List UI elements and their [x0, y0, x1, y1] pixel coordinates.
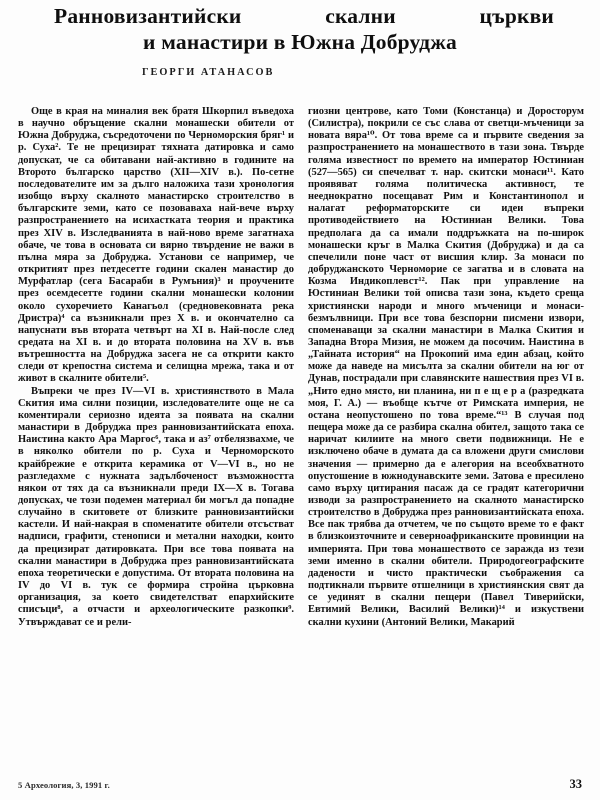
page-number: 33	[569, 777, 582, 791]
body-columns	[18, 106, 584, 629]
left-column	[18, 106, 294, 629]
paragraph: гиозни центрове, като Томи (Констанца) и Доросторум (Силистра), покрили се със слава от светци-мъченици за новата вяра¹⁰. От това време са и първите сведения за разпространението на монашеството в тази зона. Твърде голяма известност по времето на император Юстиниан (527—565) си спечелват т. нар. скитски монаси¹¹. Като проявяват голяма политическа активност, те нееднократно посещават Рим и Константинопол и налагат реформаторските си идеи въпреки противодействието на Юстиниан Велики. Това предполага да са имали поддръжката на по-широк монашески кръг в Малка Скития (Добруджа) и да са спечелили поне част от висшия клир. За монаси по добруджанското Черноморие се загатва и в словата на Козма Индикоплевст¹². Пак при управление на Юстиниан Велики той описва тази зона, където среща християнски народи и много мъченици и монаси-безмълвници. При все това безспорни писмени извори, споменаващи за скални манастири в Малка Скития и Западна Втора Мизия, не можем да посочим. Наистина в „Тайната история“ на Прокопий има един абзац, който може да наведе на мисълта за скални обители на юг от Дунав, пострадали при славянските нашествия през VI в. „Нито едно място, ни планина, ни п е щ е р а (разредката моя, Г. А.) — въобще кътче от Римската империя, не остана неопустошено по това време.“¹³ В случая под пещера може да се разбира скална обител, защото така се наричат килиите на много свети подвижници. Не е изключено обаче в думата да са вложени други смислови значения — примерно да е алегория на всеобхватното опустошение в южнодунавските земи. Затова е пресилено само върху цитирания пасаж да се градят категорични изводи за разпространението на скалното манастирско строителство в Добруджа през ранновизантийската епоха. Все пак трябва да отчетем, че по същото време то е факт в близкоизточните и северноафриканските провинции на империята. При това монашеството се заражда из тези земи именно в скални обители. Природогеографските дадености и чисто практически съображения са подтикнали първите отшелници в християнския свят да се уединят в скални пещери (Павел Тиверийски, Евтимий Велики, Василий Велики)¹⁴ и изкуствени скални кухини (Антоний Велики, Макарий	[308, 106, 584, 628]
right-column	[308, 106, 584, 629]
title-block	[46, 0, 554, 78]
journal-footer: 5 Археология, 3, 1991 г.	[18, 780, 110, 790]
paragraph: Още в края на миналия век братя Шкорпил въведоха в научно обръщение скални монашески обители от Южна Добруджа, съсредоточени по Черноморския бряг¹ и р. Суха². Те не прецизират тяхната датировка и само допускат, че са обитавани най-активно в годините на Второто българско царство (XII—XIV в.). По-сетне последователите им за дълго наложиха тази хронология изобщо върху скалното манастирско строителство в българските земи, като се позоваваха най-вече върху разпространението на исихасткaта теория и практика през XIV в. Изследванията в най-ново време загатнаха обаче, че това в основата си вярно твърдение не важи в пълна мяра за Добруджа. Установи се например, че откритият през петдесетте години скален манастир до Мурфатлар (сега Басараби в Румъния)³ и проучените през осемдесетте години скални монашески колонии около сухоречието Канагьол (средновековната река Дристра)⁴ са възникнали през X в. и окончателно са напуснати във втората четвърт на XI в. Най-после след средата на XI в. и до втората половина на XV в. във вътрешността на Добруджа засега не са открити както следи от крепостна система и селищна мрежа, така и от живот в скалните обители⁵.	[18, 106, 294, 385]
paragraph: Въпреки че през IV—VI в. християнството в Мала Скития има силни позиции, изследователите още не са коментирали сериозно идеята за появата на скални манастири в Добруджа през ранновизантийската епоха. Наистина както Ара Маргос⁶, така и аз⁷ отбелязвахме, че в няколко обители по р. Суха и Черноморското крайбрежие е открита керамика от V—VI в., но не разгледахме с нужната задълбоченост възможността някои от тях да са възникнали преди IX—X в. Тогава допусках, че този подемен материал би могъл да попадне случайно в скитовете от близките ранновизантийски кастели. И най-накрая в споменатите обители отсъстват надписи, графити, стенописи и метални находки, които да прецизират датировката. При все това появата на скални манастири в Добруджа през ранновизантийската епоха теоретически е допустима. От втората половина на IV до VI в. тук се формира стройна църковна организация, за което свидетелстват епархийските списъци⁸, а отчасти и археологическите разкопки⁹. Утвърждават се и рели-	[18, 385, 294, 628]
author-byline: ГЕОРГИ АТАНАСОВ	[142, 67, 275, 78]
page-title-line-2: и манастири в Южна Добруджа	[143, 29, 457, 54]
page-title-line-1: Ранновизантийски скални църкви	[54, 4, 554, 28]
